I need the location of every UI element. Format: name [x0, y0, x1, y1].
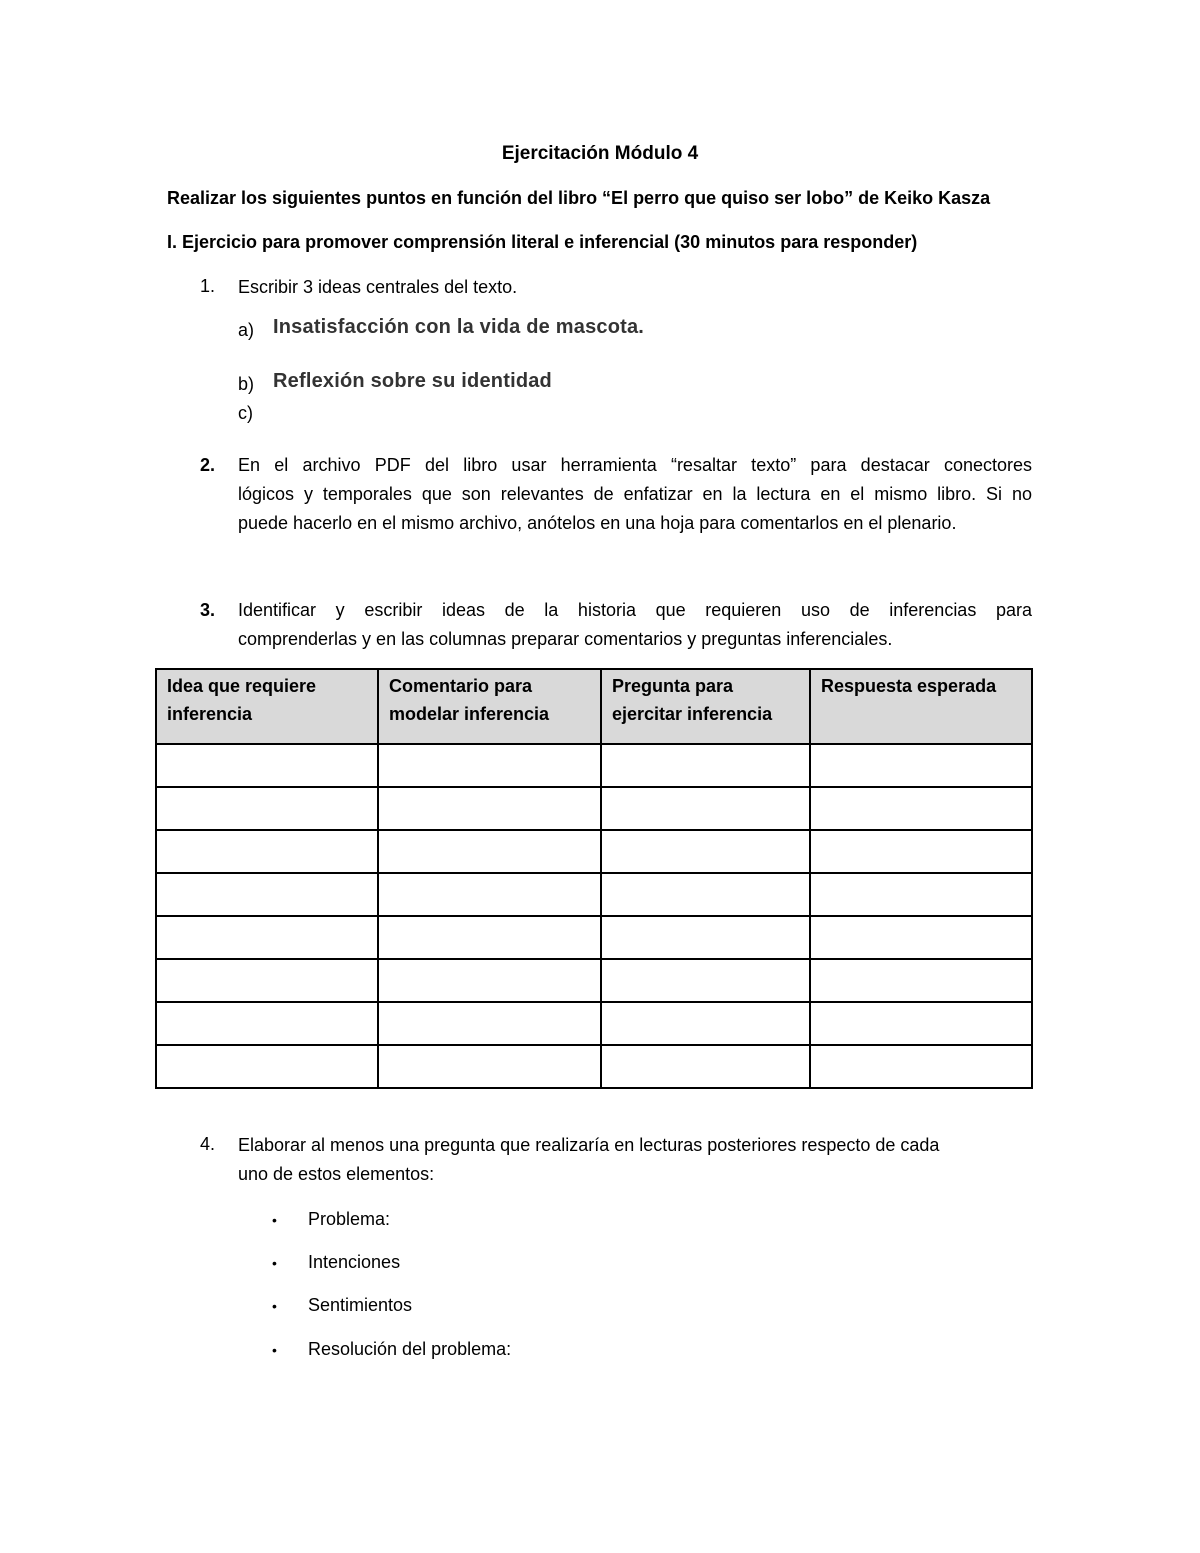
table-cell — [810, 1002, 1032, 1045]
table-cell — [156, 916, 378, 959]
item-4-line: Elaborar al menos una pregunta que realizaría en lecturas posteriores respecto de cada — [238, 1135, 940, 1155]
item-1-number: 1. — [200, 276, 216, 296]
bullet-item-sentimientos: Sentimientos — [308, 1295, 413, 1315]
table-cell — [156, 787, 378, 830]
table-header-idea: Idea que requiere inferencia — [156, 669, 378, 744]
item-4-number: 4. — [200, 1134, 216, 1154]
table-cell — [378, 830, 601, 873]
table-cell — [810, 1045, 1032, 1088]
table-row — [156, 873, 1032, 916]
table-cell — [378, 744, 601, 787]
answer-b-text: Reflexión sobre su identidad — [273, 370, 552, 392]
table-cell — [156, 873, 378, 916]
table-row — [156, 1045, 1032, 1088]
item-3-paragraph — [238, 596, 1032, 654]
table-cell — [378, 873, 601, 916]
answer-b-label: b) — [238, 374, 255, 394]
table-cell — [601, 787, 810, 830]
bullet-icon: • — [272, 1212, 277, 1228]
table-cell — [156, 1002, 378, 1045]
item-2-line: lógicos y temporales que son relevantes de enfatizar en la lectura en el mismo libro. Si no — [238, 484, 1032, 504]
table-cell — [156, 830, 378, 873]
table-cell — [156, 959, 378, 1002]
instruction-text: Realizar los siguientes puntos en función del libro “El perro que quiso ser lobo” de Keiko Kasza — [167, 188, 991, 208]
table-cell — [601, 873, 810, 916]
section-heading: I. Ejercicio para promover comprensión literal e inferencial (30 minutos para responder) — [167, 232, 918, 252]
table-row — [156, 959, 1032, 1002]
table-cell — [601, 1045, 810, 1088]
table-cell — [156, 1045, 378, 1088]
answer-a-label: a) — [238, 320, 255, 340]
bullet-item-resolucion: Resolución del problema: — [308, 1339, 512, 1359]
bullet-item-problema: Problema: — [308, 1209, 391, 1229]
table-row — [156, 744, 1032, 787]
document-title: Ejercitación Módulo 4 — [501, 143, 699, 164]
answer-a-text: Insatisfacción con la vida de mascota. — [273, 316, 645, 338]
table-header-row — [156, 669, 1032, 744]
table-cell — [378, 787, 601, 830]
item-4-line: uno de estos elementos: — [238, 1164, 435, 1184]
table-cell — [601, 744, 810, 787]
table-cell — [378, 1002, 601, 1045]
answer-c-label: c) — [238, 403, 253, 423]
table-cell — [378, 1045, 601, 1088]
bullet-item-intenciones: Intenciones — [308, 1252, 401, 1272]
table-cell — [810, 959, 1032, 1002]
item-1-text: Escribir 3 ideas centrales del texto. — [238, 277, 518, 297]
table-header-pregunta: Pregunta para ejercitar inferencia — [601, 669, 810, 744]
item-2-line: En el archivo PDF del libro usar herramienta “resaltar texto” para destacar conectores — [238, 455, 1032, 475]
item-3-line: comprenderlas y en las columnas preparar comentarios y preguntas inferenciales. — [238, 629, 893, 649]
table-cell — [601, 830, 810, 873]
table-row — [156, 787, 1032, 830]
table-cell — [810, 830, 1032, 873]
bullet-icon: • — [272, 1255, 277, 1271]
table-cell — [810, 744, 1032, 787]
item-2-paragraph — [238, 451, 1032, 538]
table-cell — [810, 787, 1032, 830]
table-cell — [810, 916, 1032, 959]
table-header-comentario: Comentario para modelar inferencia — [378, 669, 601, 744]
bullet-icon: • — [272, 1342, 277, 1358]
table-row — [156, 830, 1032, 873]
table-cell — [378, 916, 601, 959]
table-cell — [601, 1002, 810, 1045]
table-cell — [156, 744, 378, 787]
table-row — [156, 1002, 1032, 1045]
item-3-number: 3. — [200, 600, 216, 620]
table-cell — [601, 959, 810, 1002]
item-2-number: 2. — [200, 455, 216, 475]
table-cell — [378, 959, 601, 1002]
item-2-line: puede hacerlo en el mismo archivo, anótelos en una hoja para comentarlos en el plenario. — [238, 513, 957, 533]
inference-table — [155, 668, 1033, 1089]
table-cell — [810, 873, 1032, 916]
table-header-respuesta: Respuesta esperada — [810, 669, 1032, 744]
table-cell — [601, 916, 810, 959]
bullet-icon: • — [272, 1298, 277, 1314]
item-3-line: Identificar y escribir ideas de la historia que requieren uso de inferencias para — [238, 600, 1032, 620]
table-row — [156, 916, 1032, 959]
